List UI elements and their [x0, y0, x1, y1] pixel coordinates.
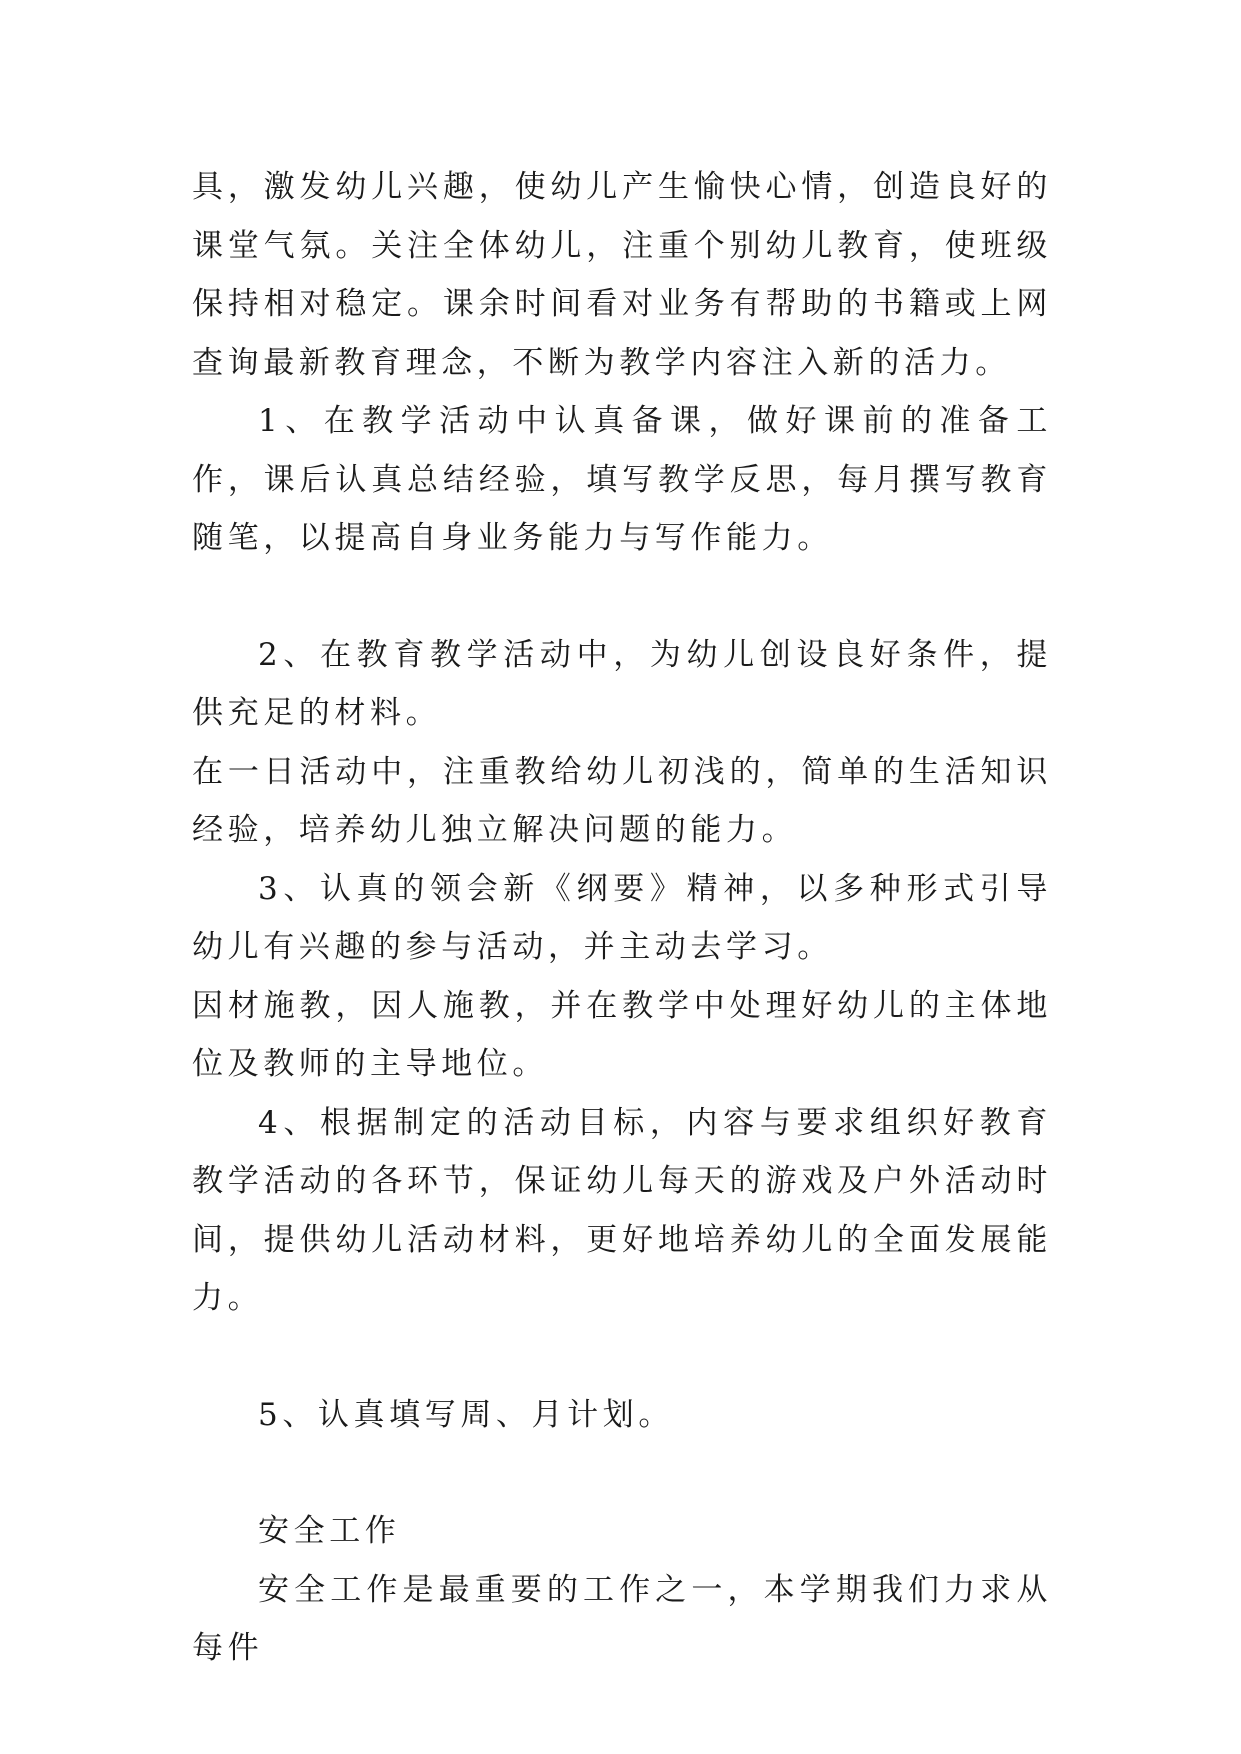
paragraph-item-5: 5、认真填写周、月计划。 [258, 1396, 674, 1433]
paragraph-safety: 安全工作是最重要的工作之一，本学期我们力求从每件 [192, 1571, 1052, 1666]
paragraph-continuation: 具，激发幼儿兴趣，使幼儿产生愉快心情，创造良好的课堂气氛。关注全体幼儿，注重个别幼儿教育，使班级保持相对稳定。课余时间看对业务有帮助的书籍或上网查询最新教育理念，不断为教学内容注入新的活力。 [192, 169, 1052, 381]
paragraph-item-3: 3、认真的领会新《纲要》精神，以多种形式引导幼儿有兴趣的参与活动，并主动去学习。 [192, 870, 1052, 965]
paragraph-item-1: 1、在教学活动中认真备课，做好课前的准备工作，课后认真总结经验，填写教学反思，每月撰写教育随笔，以提高自身业务能力与写作能力。 [192, 403, 1052, 556]
document-body [192, 158, 1052, 1678]
section-heading-safety: 安全工作 [258, 1513, 401, 1549]
paragraph-daily-activity: 在一日活动中，注重教给幼儿初浅的，简单的生活知识经验，培养幼儿独立解决问题的能力。 [192, 753, 1052, 848]
paragraph-item-4: 4、根据制定的活动目标，内容与要求组织好教育教学活动的各环节，保证幼儿每天的游戏及户外活动时间，提供幼儿活动材料，更好地培养幼儿的全面发展能力。 [192, 1104, 1052, 1316]
paragraph-teaching-approach: 因材施教，因人施教，并在教学中处理好幼儿的主体地位及教师的主导地位。 [192, 987, 1052, 1082]
paragraph-item-2: 2、在教育教学活动中，为幼儿创设良好条件，提供充足的材料。 [192, 636, 1052, 731]
